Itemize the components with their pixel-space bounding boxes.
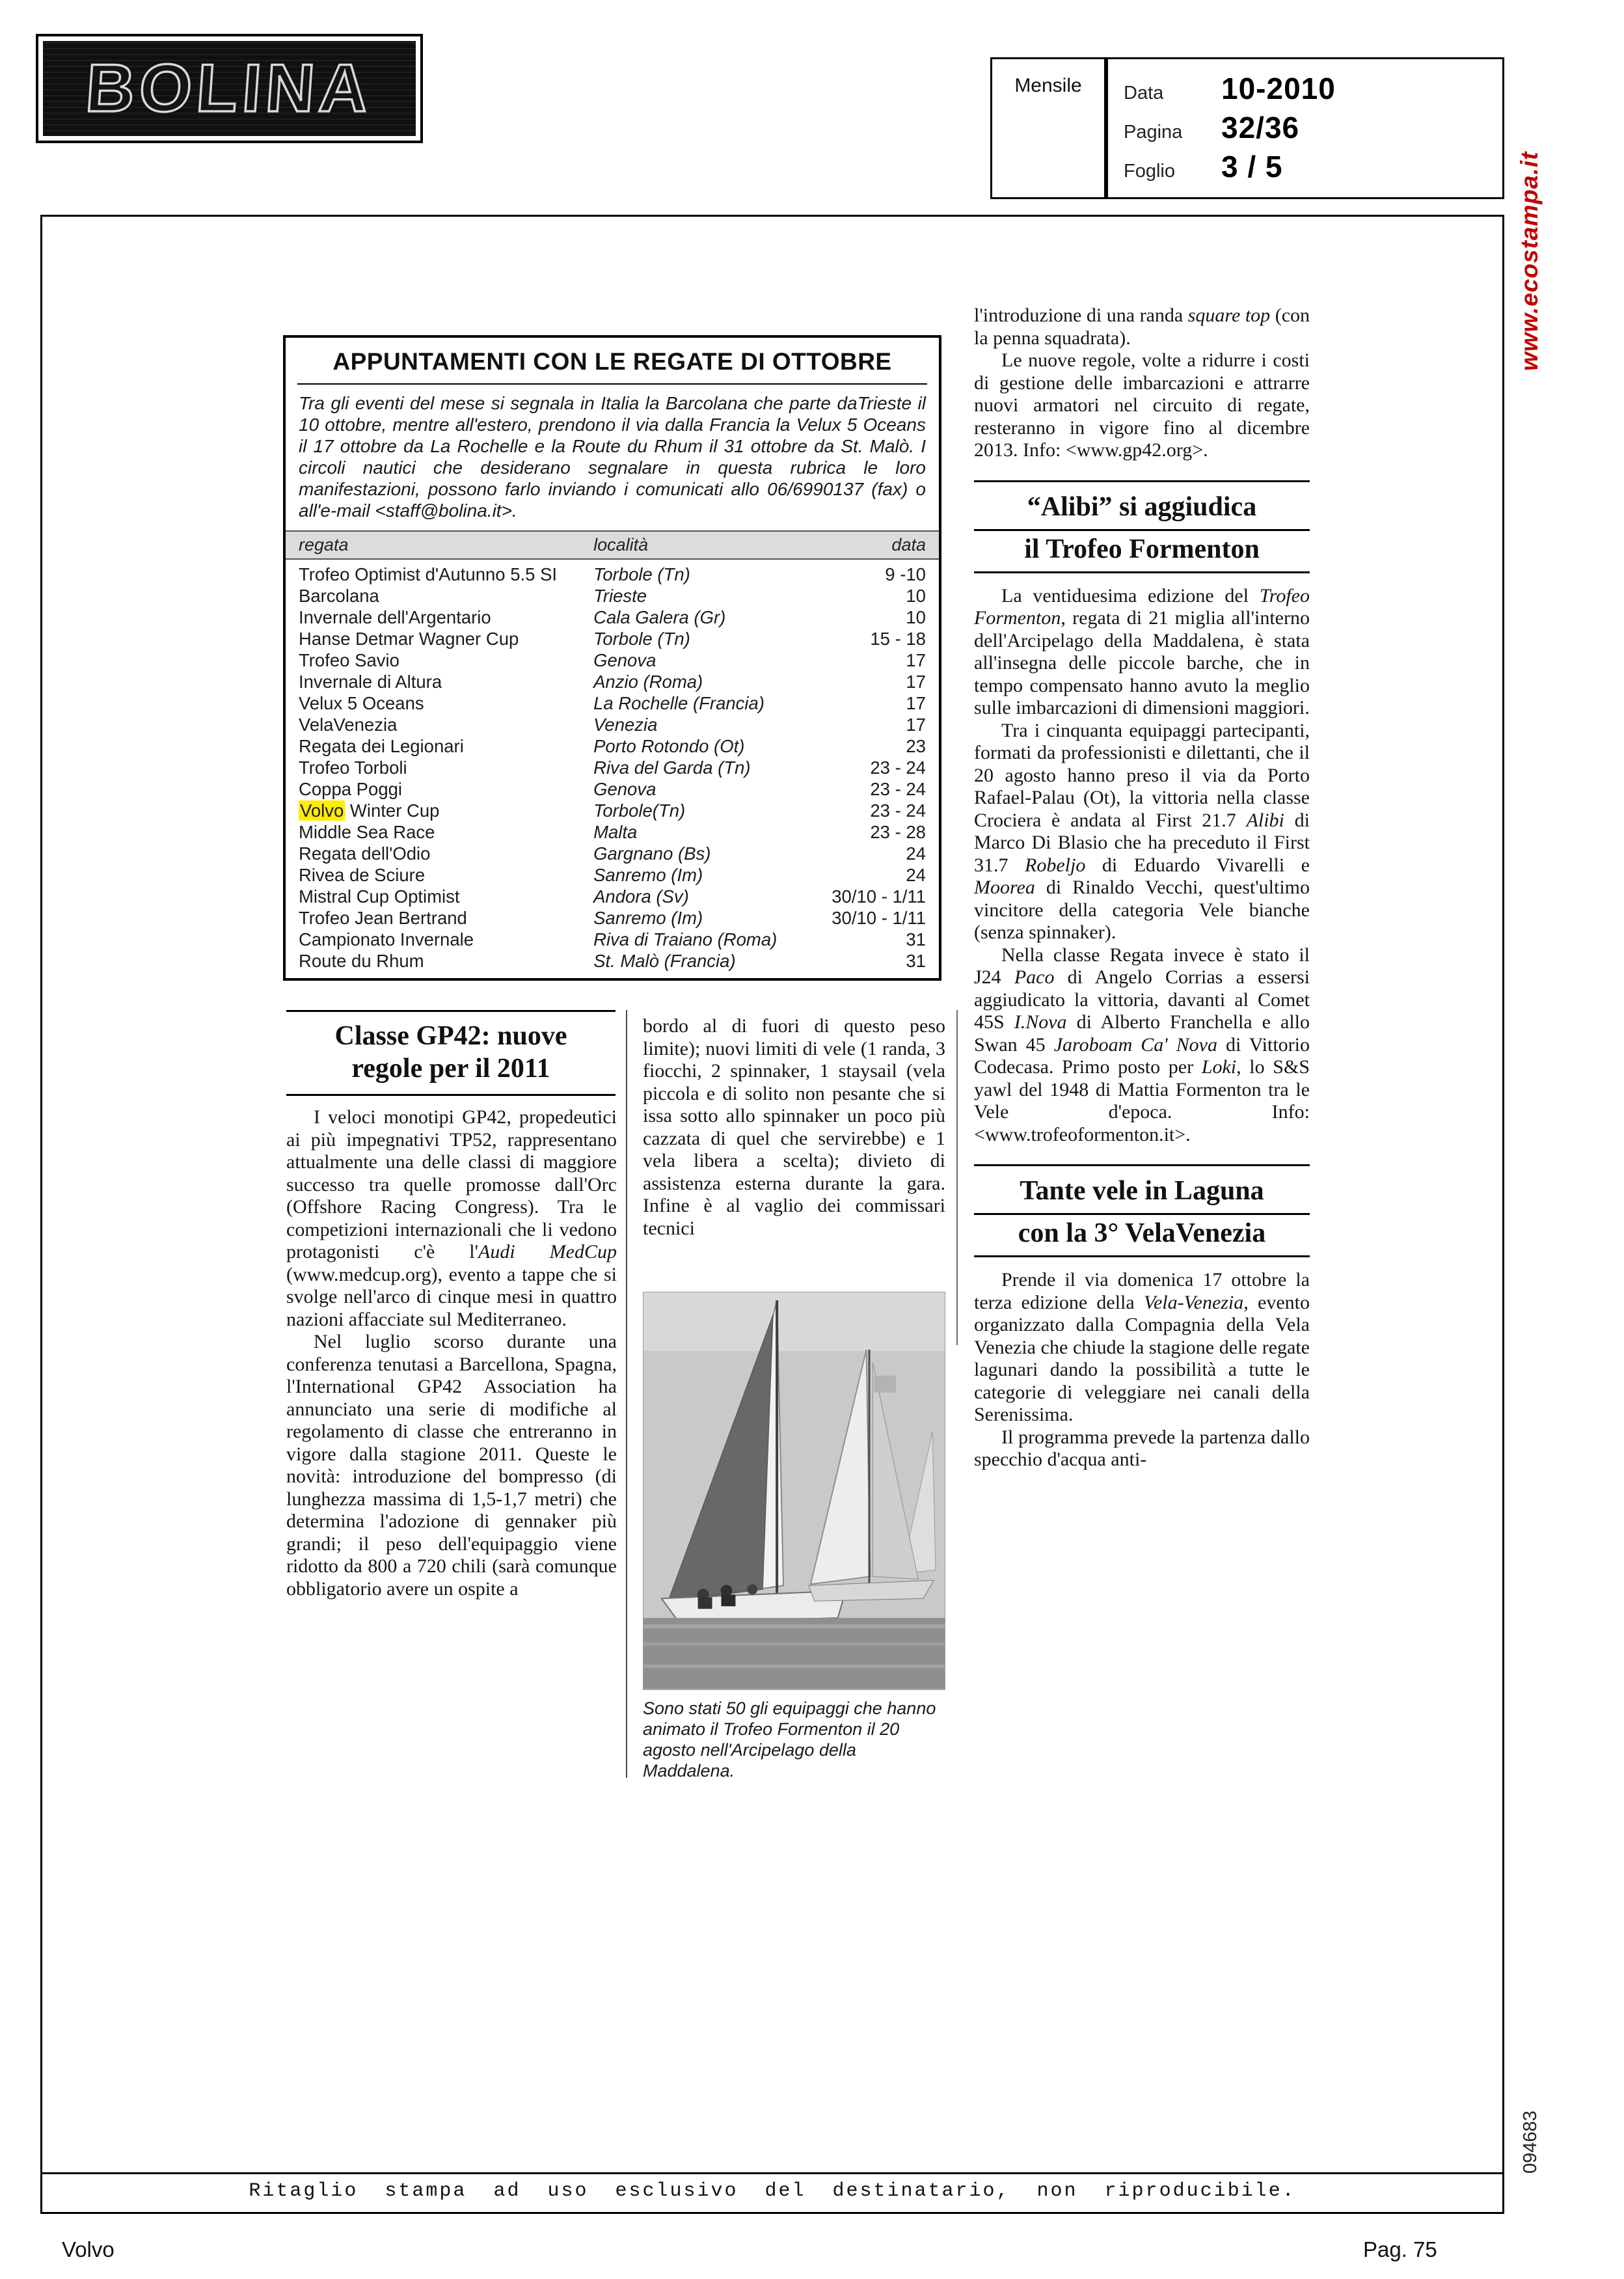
regatta-location: Genova <box>593 650 656 670</box>
regatta-date: 24 <box>906 843 926 864</box>
regatta-row <box>286 628 939 649</box>
heading-line: con la 3° VelaVenezia <box>974 1215 1310 1257</box>
regatta-date: 30/10 - 1/11 <box>832 908 926 928</box>
regatta-location: Malta <box>593 822 638 842</box>
paragraph: l'introduzione di una randa square top (con la penna squadrata). <box>974 305 1310 349</box>
regatta-location: Torbole (Tn) <box>593 629 690 649</box>
heading-line: “Alibi” si aggiudica <box>974 489 1310 531</box>
regate-table-body <box>286 560 939 972</box>
regatta-location: Riva del Garda (Tn) <box>593 757 751 778</box>
meta-label: Data <box>1124 83 1164 103</box>
regatta-name: Invernale dell'Argentario <box>299 607 491 627</box>
disclaimer-text: Ritaglio stampa ad uso esclusivo del destinatario, non riproducibile. <box>249 2180 1296 2202</box>
regatta-location: Sanremo (Im) <box>593 908 703 928</box>
regate-table-header <box>286 530 939 560</box>
regatta-row <box>286 886 939 907</box>
regate-box-intro: Tra gli eventi del mese si segnala in Italia la Barcolana che parte daTrieste il 10 ottobre, mentre all'estero, prendono il via dalla Francia la Velux 5 Oceans il 17 ottobre da La Rochelle e la Route du Rhum il 31 ottobre da St. Malò. I circoli nautici che desiderano segnalare in questa rubrica le loro manifestazioni, possono farlo inviando i comunicati allo 06/6990137 (fax) o all'e-mail <staff@bolina.it>. <box>299 393 926 521</box>
regatta-location: Trieste <box>593 586 647 606</box>
regatta-name: Volvo Winter Cup <box>300 800 440 821</box>
regatta-date: 17 <box>906 650 926 670</box>
page-number: Pag. 75 <box>1363 2237 1437 2261</box>
regatta-date: 17 <box>906 693 926 713</box>
subject-label: Volvo <box>62 2237 115 2261</box>
regatta-date: 23 - 24 <box>870 800 926 821</box>
regatta-row <box>286 692 939 714</box>
paragraph: Prende il via domenica 17 ottobre la terza edizione della Vela-Venezia, evento organizzato dalla Compagnia della Vela Venezia che chiude la stagione delle regate lagunari dando la possibilità a tutte le categorie di veleggiare nei canali della Serenissima. <box>974 1269 1310 1425</box>
column-header-data: data <box>891 535 926 554</box>
frequency-box <box>990 57 1106 199</box>
gp42-column-3 <box>974 305 1310 462</box>
regatta-location: Gargnano (Bs) <box>593 843 711 864</box>
regatta-date: 23 - 24 <box>870 779 926 799</box>
article-heading-alibi <box>974 480 1310 573</box>
regatta-date: 17 <box>906 672 926 692</box>
regatta-date: 23 - 28 <box>870 822 926 842</box>
paragraph: Tra i cinquanta equipaggi partecipanti, formati da professionisti e dilettanti, che il 20 agosto hanno preso il via da Porto Rafael-Palau (Ot), la vittoria nella classe Crociera è andata al First 21.7 Alibi di Marco Di Blasio che ha preceduto il First 31.7 Robeljo di Eduardo Vivarelli e Moorea di Rinaldo Vecchi, quest'ultimo vincitore della categoria Vele bianche (senza spinnaker). <box>974 719 1310 943</box>
regatta-date: 23 <box>906 736 926 756</box>
frequency-label: Mensile <box>1014 75 1082 96</box>
article-velavenezia-body <box>974 1269 1310 1471</box>
heading-line: regole per il 2011 <box>351 1054 550 1084</box>
regatta-name: VelaVenezia <box>299 715 398 735</box>
article-heading-velavenezia <box>974 1164 1310 1257</box>
gp42-column-2 <box>643 1015 945 1240</box>
regatta-location: Cala Galera (Gr) <box>593 607 726 627</box>
regatta-name: Regata dei Legionari <box>299 736 464 756</box>
regatta-date: 31 <box>906 951 926 971</box>
regatta-date: 9 -10 <box>885 564 926 584</box>
regatta-date: 23 - 24 <box>870 757 926 778</box>
paragraph: Il programma prevede la partenza dallo specchio d'acqua anti- <box>974 1426 1310 1470</box>
regatta-location: Torbole (Tn) <box>593 564 690 584</box>
regatta-name: Velux 5 Oceans <box>299 693 424 713</box>
photo-caption: Sono stati 50 gli equipaggi che hanno animato il Trofeo Formenton il 20 agosto nell'Arcipelago della Maddalena. <box>643 1699 936 1781</box>
clipping-code: 094683 <box>1520 2110 1541 2174</box>
regatta-date: 30/10 - 1/11 <box>832 886 926 907</box>
article-alibi-body <box>974 585 1310 1147</box>
highlight: Volvo <box>300 800 344 821</box>
meta-row-page <box>1124 110 1502 149</box>
heading-line: Tante vele in Laguna <box>974 1173 1310 1215</box>
column-divider <box>626 1010 627 1778</box>
regatta-row <box>286 649 939 671</box>
paragraph: I veloci monotipi GP42, propedeutici ai più impegnativi TP52, rappresentano attualmente una delle classi di maggiore successo tra quelle promosse dall'Orc (Offshore Racing Congress). Tra le competizioni internazionali che li vedono protagonisti c'è l'Audi MedCup (www.medcup.org), evento a tappe che si svolge nell'arco di cinque mesi in quattro nazioni affacciate sul Mediterraneo. <box>286 1106 617 1330</box>
regatta-row <box>286 757 939 778</box>
regatta-location: Venezia <box>593 715 658 735</box>
logo-text: BOLINA <box>83 50 375 126</box>
regatta-row <box>286 735 939 757</box>
regatta-date: 31 <box>906 929 926 949</box>
column-divider <box>956 1010 958 1345</box>
meta-value-page: 32/36 <box>1221 111 1300 144</box>
regate-box-title: APPUNTAMENTI CON LE REGATE DI OTTOBRE <box>297 348 927 385</box>
regatta-name: Rivea de Sciure <box>299 865 426 885</box>
regatta-date: 17 <box>906 715 926 735</box>
heading-line: il Trofeo Formenton <box>974 531 1310 573</box>
regatta-row <box>286 907 939 929</box>
regatta-name: Barcolana <box>299 586 379 606</box>
regatta-row <box>286 950 939 972</box>
regatta-row <box>286 778 939 800</box>
regatta-date: 10 <box>906 586 926 606</box>
regatta-name: Campionato Invernale <box>299 929 474 949</box>
bolina-logo-background <box>43 41 416 136</box>
footer-divider <box>40 2172 1504 2174</box>
regatta-row <box>286 671 939 692</box>
regatta-name: Trofeo Torboli <box>299 757 407 778</box>
regatta-name: Route du Rhum <box>299 951 424 971</box>
column-header-regata: regata <box>299 535 349 554</box>
regatta-name: Regata dell'Odio <box>299 843 431 864</box>
regatta-location: St. Malò (Francia) <box>593 951 736 971</box>
regatta-row <box>286 929 939 950</box>
regatta-name: Trofeo Jean Bertrand <box>299 908 467 928</box>
ecostampa-watermark: www.ecostampa.it <box>1516 151 1543 371</box>
regatta-location: Sanremo (Im) <box>593 865 703 885</box>
regatta-location: Porto Rotondo (Ot) <box>593 736 745 756</box>
regatta-row <box>286 564 939 585</box>
regatta-location: Genova <box>593 779 656 799</box>
regatta-row <box>286 843 939 864</box>
regatta-date: 10 <box>906 607 926 627</box>
paragraph: Nel luglio scorso durante una conferenza tenutasi a Barcellona, Spagna, l'International GP42 Association ha annunciato una serie di modifiche al regolamento di classe che entreranno in vigore dalla stagione 2011. Queste le novità: introduzione del bompresso (di lunghezza massima di 1,5-1,7 metri) che determina l'adozione di gennaker più grandi; il peso dell'equipaggio viene ridotto da 800 a 720 chili (sarà comunque obbligatorio avere un ospite a <box>286 1331 617 1600</box>
regatta-row <box>286 714 939 735</box>
paragraph: bordo al di fuori di questo peso limite); nuovi limiti di vele (1 randa, 3 fiocchi, 2 spinnaker, 1 staysail (vela piccola e di solito non pesante che si issa sotto allo spinnaker un poco più cazzata di quel che servirebbe) e 1 vela libera a scelta); divieto di assistenza esterna durante la gara. Infine è al vaglio dei commissari tecnici <box>643 1015 945 1239</box>
regatta-date: 24 <box>906 865 926 885</box>
regatta-location: Torbole(Tn) <box>593 800 686 821</box>
meta-label: Foglio <box>1124 161 1175 182</box>
gp42-column-1 <box>286 1106 617 1600</box>
meta-box <box>1106 57 1504 199</box>
meta-value-date: 10-2010 <box>1221 72 1336 105</box>
meta-row-data <box>1124 71 1502 110</box>
regatta-name: Trofeo Optimist d'Autunno 5.5 SI <box>299 564 558 584</box>
regatta-row <box>286 821 939 843</box>
regatta-location: Anzio (Roma) <box>593 672 703 692</box>
regatta-name: Invernale di Altura <box>299 672 442 692</box>
regatta-name: Trofeo Savio <box>299 650 399 670</box>
regatta-photo-image <box>643 1292 945 1690</box>
regatta-row <box>286 607 939 628</box>
regatta-location: Riva di Traiano (Roma) <box>593 929 778 949</box>
bolina-logo <box>36 34 423 143</box>
regatta-name: Coppa Poggi <box>299 779 403 799</box>
meta-row-sheet <box>1124 149 1502 188</box>
regatta-name: Mistral Cup Optimist <box>299 886 460 907</box>
regatta-name: Hanse Detmar Wagner Cup <box>299 629 519 649</box>
regatta-row <box>286 585 939 607</box>
regatta-date: 15 - 18 <box>870 629 926 649</box>
regatta-photo-figure <box>643 1292 945 1781</box>
paragraph: La ventiduesima edizione del Trofeo Formenton, regata di 21 miglia all'interno dell'Arcipelago della Maddalena, è stata all'insegna delle piccole barche, che in tempo compensato hanno avuto la meglio sulle imbarcazioni di dimensioni maggiori. <box>974 584 1310 718</box>
regatta-location: La Rochelle (Francia) <box>593 693 765 713</box>
regate-box <box>283 335 941 981</box>
paragraph: Le nuove regole, volte a ridurre i costi di gestione delle imbarcazioni e attrarre nuovi armatori nel circuito di regate, resteranno in vigore fino al dicembre 2013. Info: <www.gp42.org>. <box>974 349 1310 461</box>
right-column <box>974 305 1310 1471</box>
paragraph: Nella classe Regata invece è stato il J24 Paco di Angelo Corrias a essersi aggiudicato la vittoria, davanti al Comet 45S I.Nova di Alberto Franchella e allo Swan 45 Jaroboam Ca' Nova di Vittorio Codecasa. Primo posto per Loki, lo S&S yawl del 1948 di Mattia Formenton tra le Vele d'epoca. Info: <www.trofeoformenton.it>. <box>974 944 1310 1145</box>
regatta-row <box>286 800 939 821</box>
meta-value-sheet: 3 / 5 <box>1221 150 1283 184</box>
heading-line: Classe GP42: nuove <box>334 1021 567 1051</box>
regatta-location: Andora (Sv) <box>593 886 689 907</box>
article-heading-gp42 <box>286 1010 616 1096</box>
regatta-row <box>286 864 939 886</box>
regatta-name: Middle Sea Race <box>299 822 435 842</box>
column-header-localita: località <box>593 535 649 554</box>
meta-label: Pagina <box>1124 122 1183 143</box>
